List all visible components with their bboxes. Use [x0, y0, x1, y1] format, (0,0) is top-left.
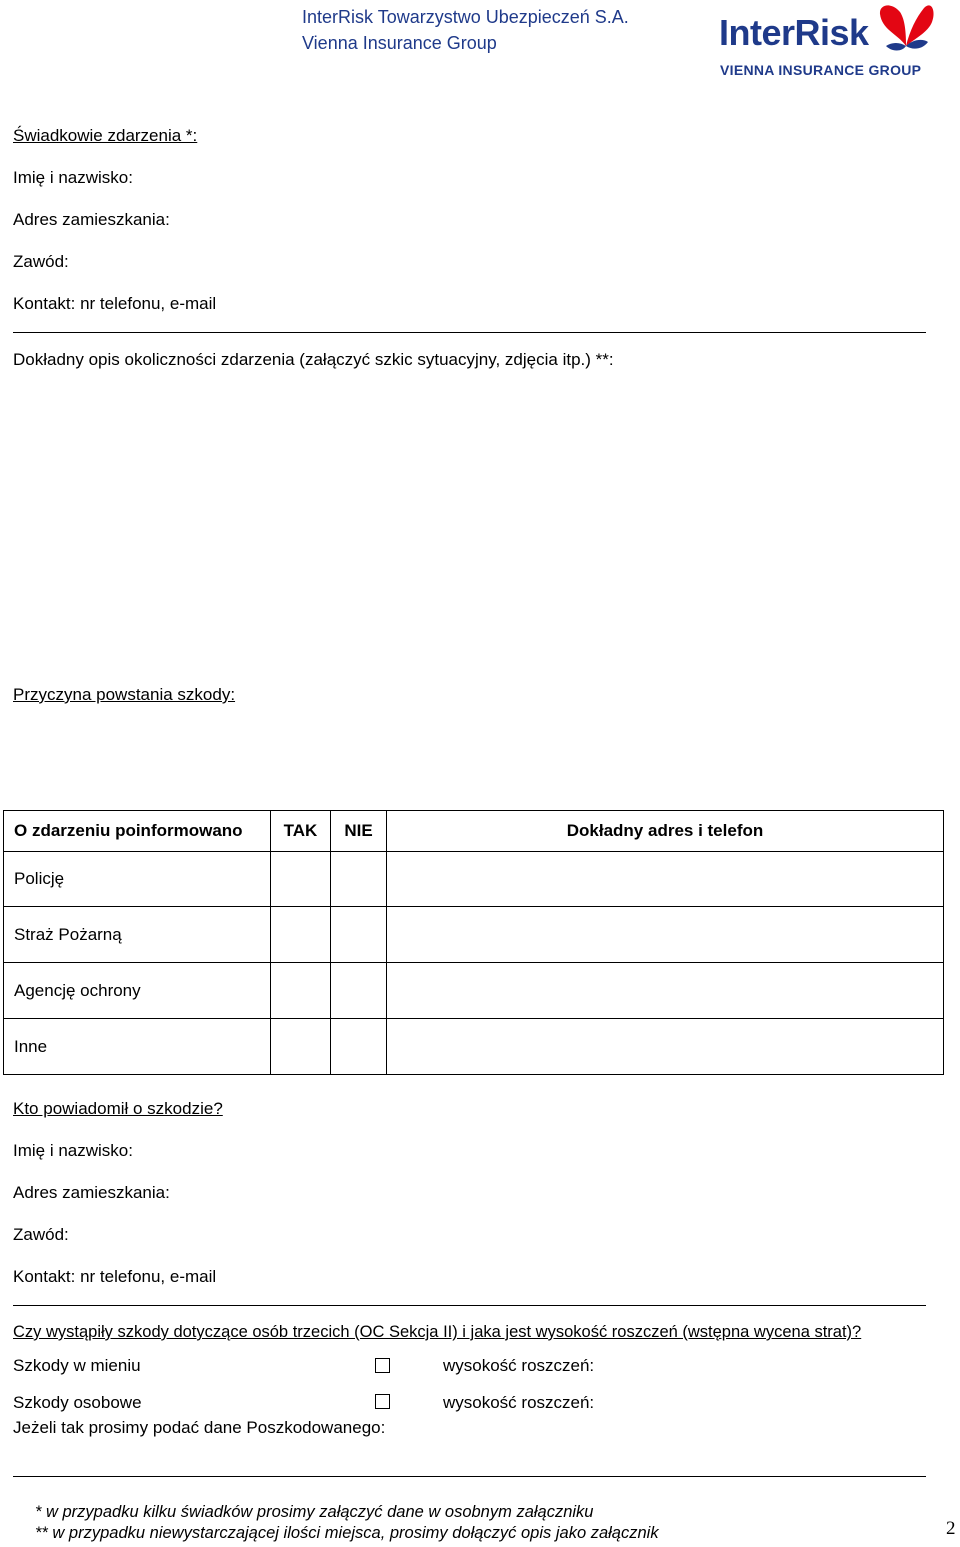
notifier-title: Kto powiadomił o szkodzie?: [13, 1099, 223, 1118]
page-number: 2: [946, 1518, 956, 1539]
personal-damage-checkbox[interactable]: [375, 1394, 390, 1409]
company-name: InterRisk Towarzystwo Ubezpieczeń S.A.: [302, 7, 629, 27]
row-label-other: Inne: [4, 1019, 271, 1075]
row-label-security-agency: Agencję ochrony: [4, 963, 271, 1019]
personal-claim-label: wysokość roszczeń:: [443, 1393, 595, 1412]
table-row: [4, 907, 944, 963]
row-label-police: Policję: [4, 852, 271, 907]
report-table: [3, 810, 944, 1075]
personal-damage-label: Szkody osobowe: [13, 1393, 142, 1412]
separator-line: [13, 332, 926, 333]
cell-yes[interactable]: [271, 963, 331, 1019]
notifier-address-label: Adres zamieszkania:: [13, 1183, 170, 1202]
cause-label: Przyczyna powstania szkody:: [13, 685, 236, 704]
cell-no[interactable]: [331, 907, 387, 963]
header-yes: TAK: [271, 811, 331, 852]
table-row: [4, 1019, 944, 1075]
property-damage-label: Szkody w mieniu: [13, 1356, 141, 1375]
cell-address[interactable]: [387, 963, 944, 1019]
butterfly-icon: [876, 0, 936, 52]
injured-data-label: Jeżeli tak prosimy podać dane Poszkodowanego:: [13, 1418, 386, 1437]
cell-yes[interactable]: [271, 852, 331, 907]
property-damage-checkbox[interactable]: [375, 1358, 390, 1373]
company-group: Vienna Insurance Group: [302, 33, 497, 53]
third-party-question: Czy wystąpiły szkody dotyczące osób trzecich (OC Sekcja II) i jaka jest wysokość roszczeń (wstępna wycena strat)?: [13, 1323, 862, 1341]
notifier-name-label: Imię i nazwisko:: [13, 1141, 133, 1160]
cell-no[interactable]: [331, 852, 387, 907]
cell-address[interactable]: [387, 852, 944, 907]
witness-address-label: Adres zamieszkania:: [13, 210, 170, 229]
footnote-description: ** w przypadku niewystarczającej ilości miejsca, prosimy dołączyć opis jako załącznik: [35, 1524, 659, 1542]
cell-no[interactable]: [331, 963, 387, 1019]
notifier-occupation-label: Zawód:: [13, 1225, 69, 1244]
witness-contact-label: Kontakt: nr telefonu, e-mail: [13, 294, 217, 313]
interrisk-logo: [716, 0, 938, 82]
cell-no[interactable]: [331, 1019, 387, 1075]
witness-name-label: Imię i nazwisko:: [13, 168, 133, 187]
header-informed: O zdarzeniu poinformowano: [4, 811, 271, 852]
table-header-row: [4, 811, 944, 852]
separator-line: [13, 1305, 926, 1306]
table-row: [4, 852, 944, 907]
header-no: NIE: [331, 811, 387, 852]
witnesses-title: Świadkowie zdarzenia *:: [13, 126, 198, 145]
cell-address[interactable]: [387, 907, 944, 963]
cell-yes[interactable]: [271, 907, 331, 963]
header-address-phone: Dokładny adres i telefon: [387, 811, 944, 852]
row-label-fire-brigade: Straż Pożarną: [4, 907, 271, 963]
property-claim-label: wysokość roszczeń:: [443, 1356, 595, 1375]
table-row: [4, 963, 944, 1019]
witness-occupation-label: Zawód:: [13, 252, 69, 271]
notifier-contact-label: Kontakt: nr telefonu, e-mail: [13, 1267, 217, 1286]
description-label: Dokładny opis okoliczności zdarzenia (załączyć szkic sytuacyjny, zdjęcia itp.) **:: [13, 350, 614, 369]
cell-yes[interactable]: [271, 1019, 331, 1075]
cell-address[interactable]: [387, 1019, 944, 1075]
footnote-witnesses: * w przypadku kilku świadków prosimy załączyć dane w osobnym załączniku: [35, 1503, 594, 1521]
logo-wordmark: InterRisk: [719, 12, 869, 53]
logo-tagline: VIENNA INSURANCE GROUP: [720, 62, 922, 78]
separator-line: [13, 1476, 926, 1477]
